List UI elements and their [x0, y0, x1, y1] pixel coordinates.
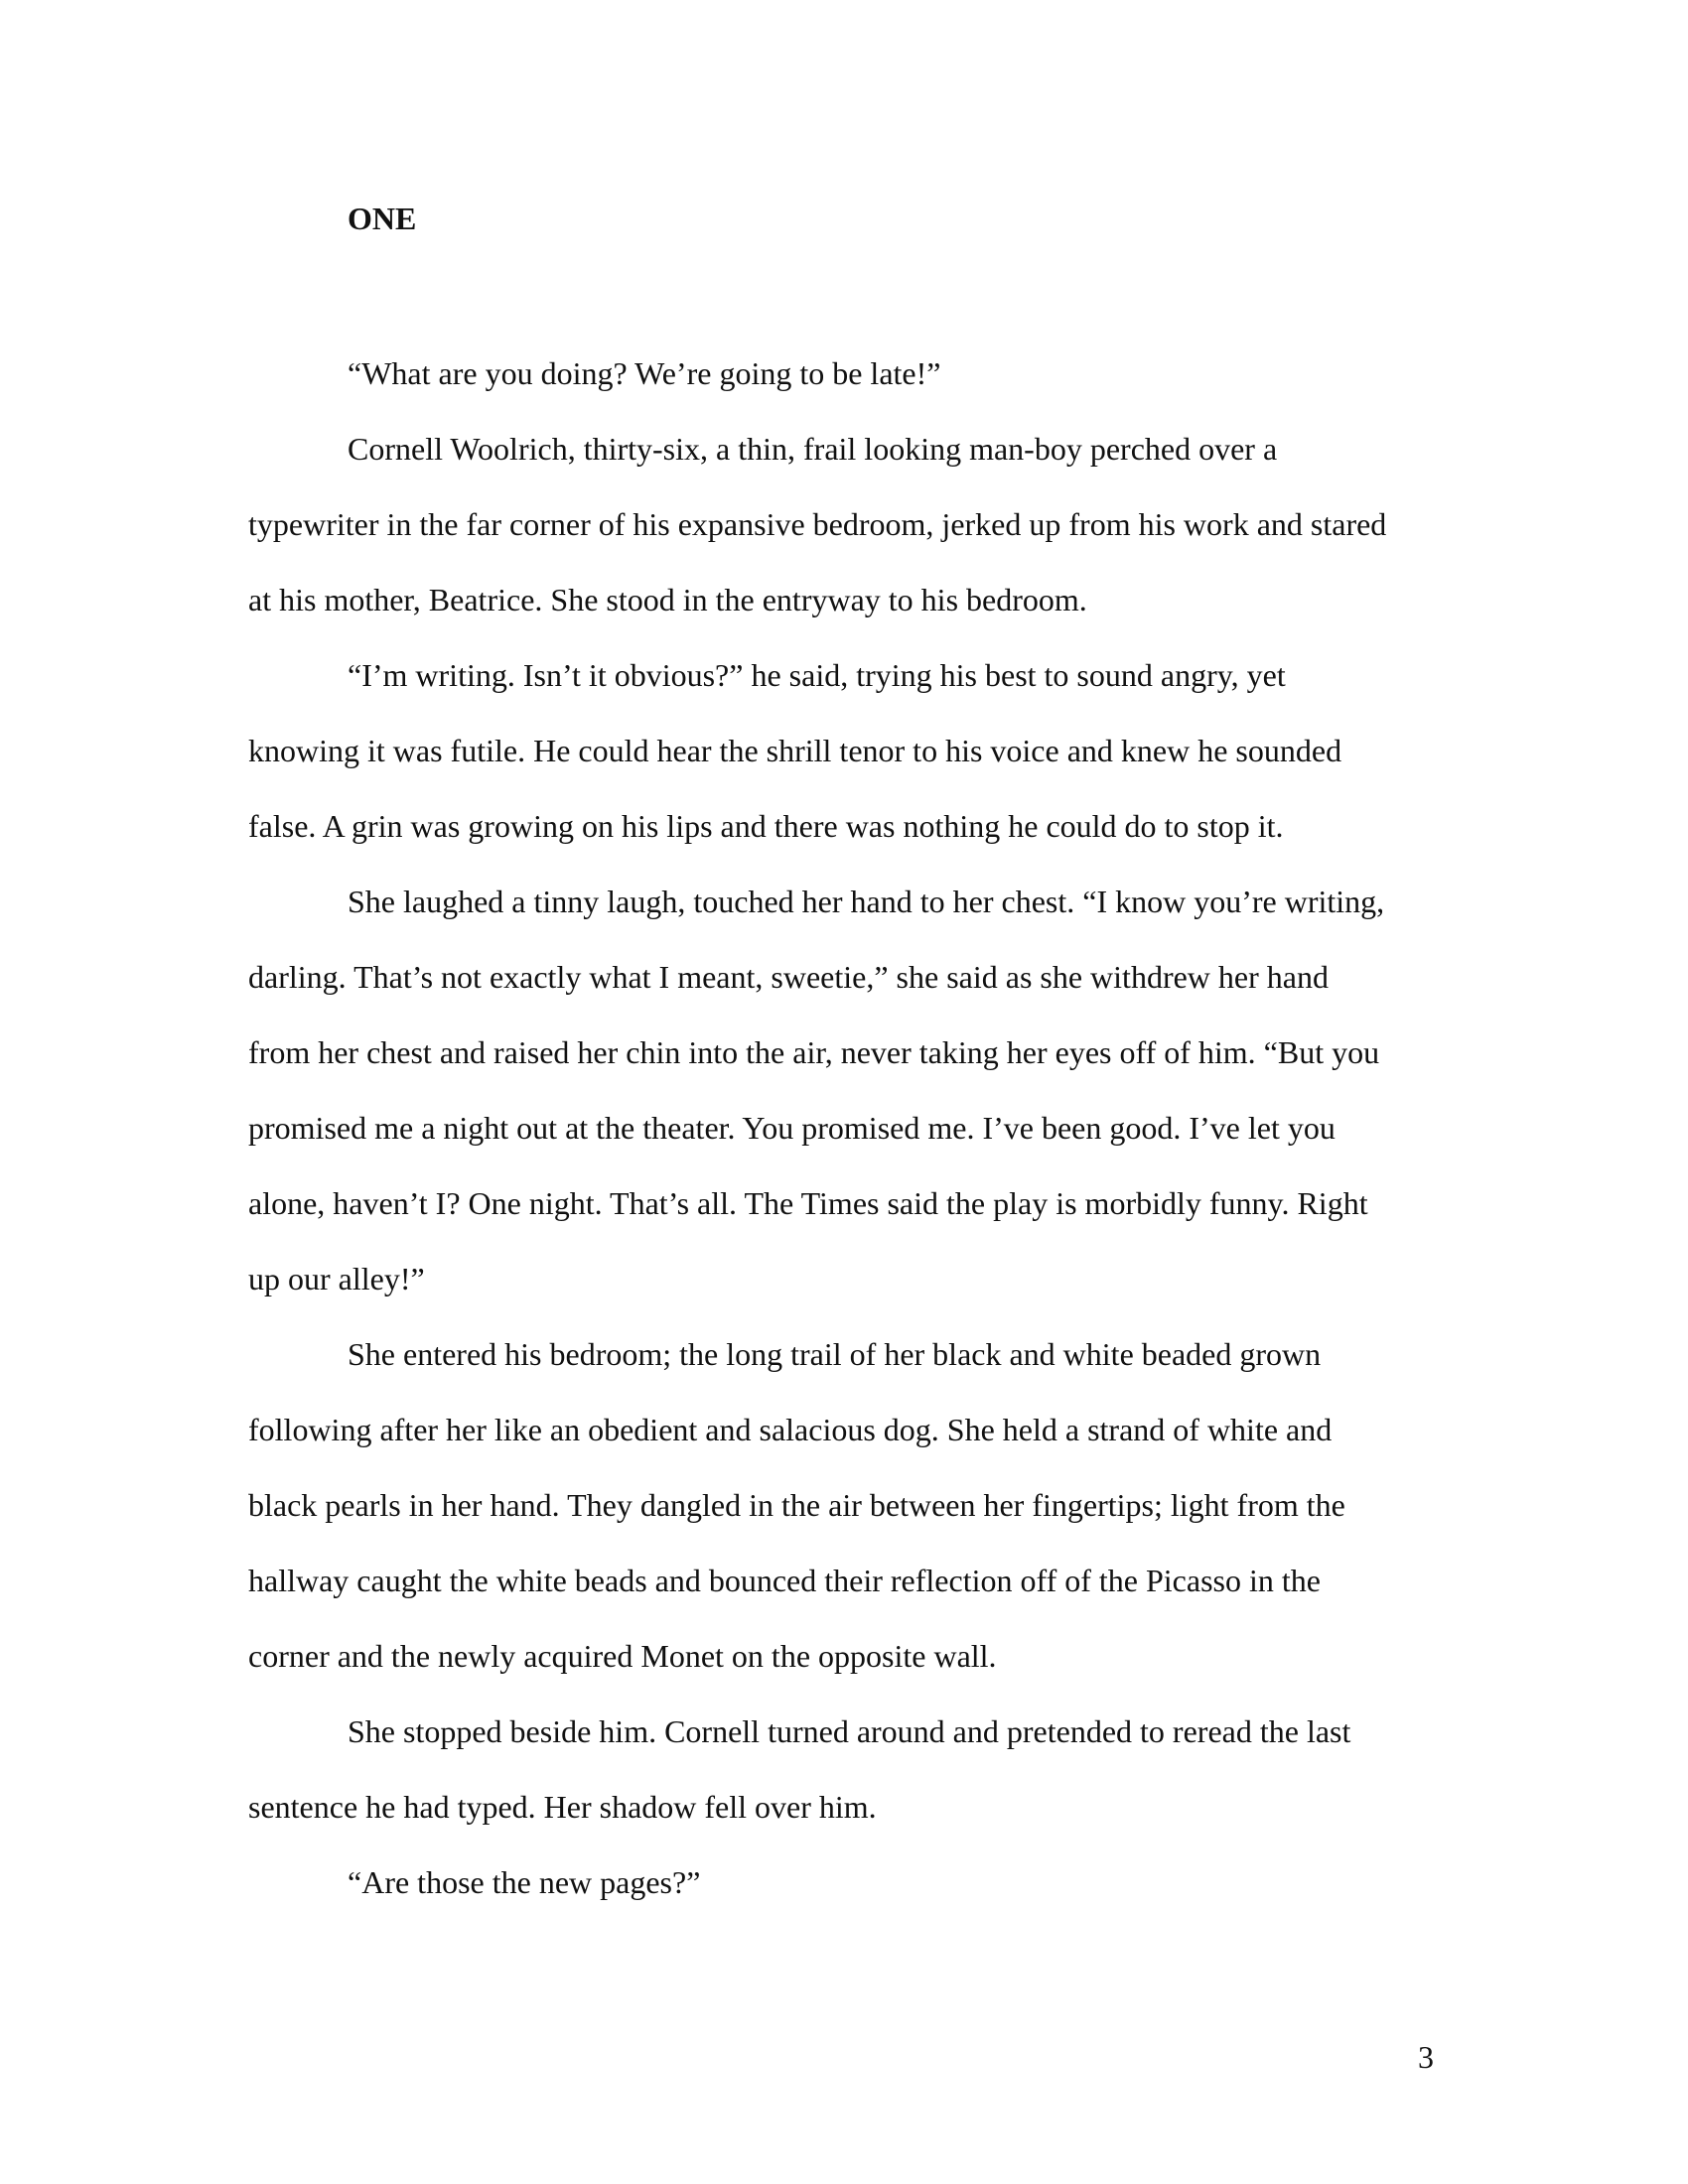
text-line: “I’m writing. Isn’t it obvious?” he said, trying his best to sound angry, yet	[348, 657, 1286, 693]
text-line: “Are those the new pages?”	[348, 1864, 701, 1900]
text-line: promised me a night out at the theater. You promised me. I’ve been good. I’ve let you	[248, 1110, 1336, 1146]
text-line: hallway caught the white beads and bounced their reflection off of the Picasso in the	[248, 1563, 1321, 1598]
text-line: She laughed a tinny laugh, touched her hand to her chest. “I know you’re writing,	[348, 884, 1385, 919]
text-line: Cornell Woolrich, thirty-six, a thin, frail looking man-boy perched over a	[348, 431, 1278, 467]
chapter-title: ONE	[348, 201, 417, 236]
page-number: 3	[1418, 2039, 1434, 2075]
text-line: knowing it was futile. He could hear the shrill tenor to his voice and knew he sounded	[248, 733, 1342, 768]
text-line: sentence he had typed. Her shadow fell over him.	[248, 1789, 877, 1825]
text-line: typewriter in the far corner of his expansive bedroom, jerked up from his work and stared	[248, 506, 1387, 542]
text-line: at his mother, Beatrice. She stood in the entryway to his bedroom.	[248, 582, 1087, 617]
text-line: “What are you doing? We’re going to be late!”	[348, 355, 941, 391]
text-line: up our alley!”	[248, 1261, 425, 1297]
text-line: from her chest and raised her chin into the air, never taking her eyes off of him. “But you	[248, 1034, 1380, 1070]
text-line: following after her like an obedient and salacious dog. She held a strand of white and	[248, 1412, 1333, 1447]
text-line: darling. That’s not exactly what I meant, sweetie,” she said as she withdrew her hand	[248, 959, 1329, 995]
text-line: corner and the newly acquired Monet on the opposite wall.	[248, 1638, 997, 1674]
text-line: She stopped beside him. Cornell turned around and pretended to reread the last	[348, 1713, 1351, 1749]
text-line: alone, haven’t I? One night. That’s all. The Times said the play is morbidly funny. Right	[248, 1185, 1368, 1221]
text-line: false. A grin was growing on his lips and there was nothing he could do to stop it.	[248, 808, 1284, 844]
text-line: black pearls in her hand. They dangled in the air between her fingertips; light from the	[248, 1487, 1345, 1523]
text-line: She entered his bedroom; the long trail of her black and white beaded grown	[348, 1336, 1322, 1372]
